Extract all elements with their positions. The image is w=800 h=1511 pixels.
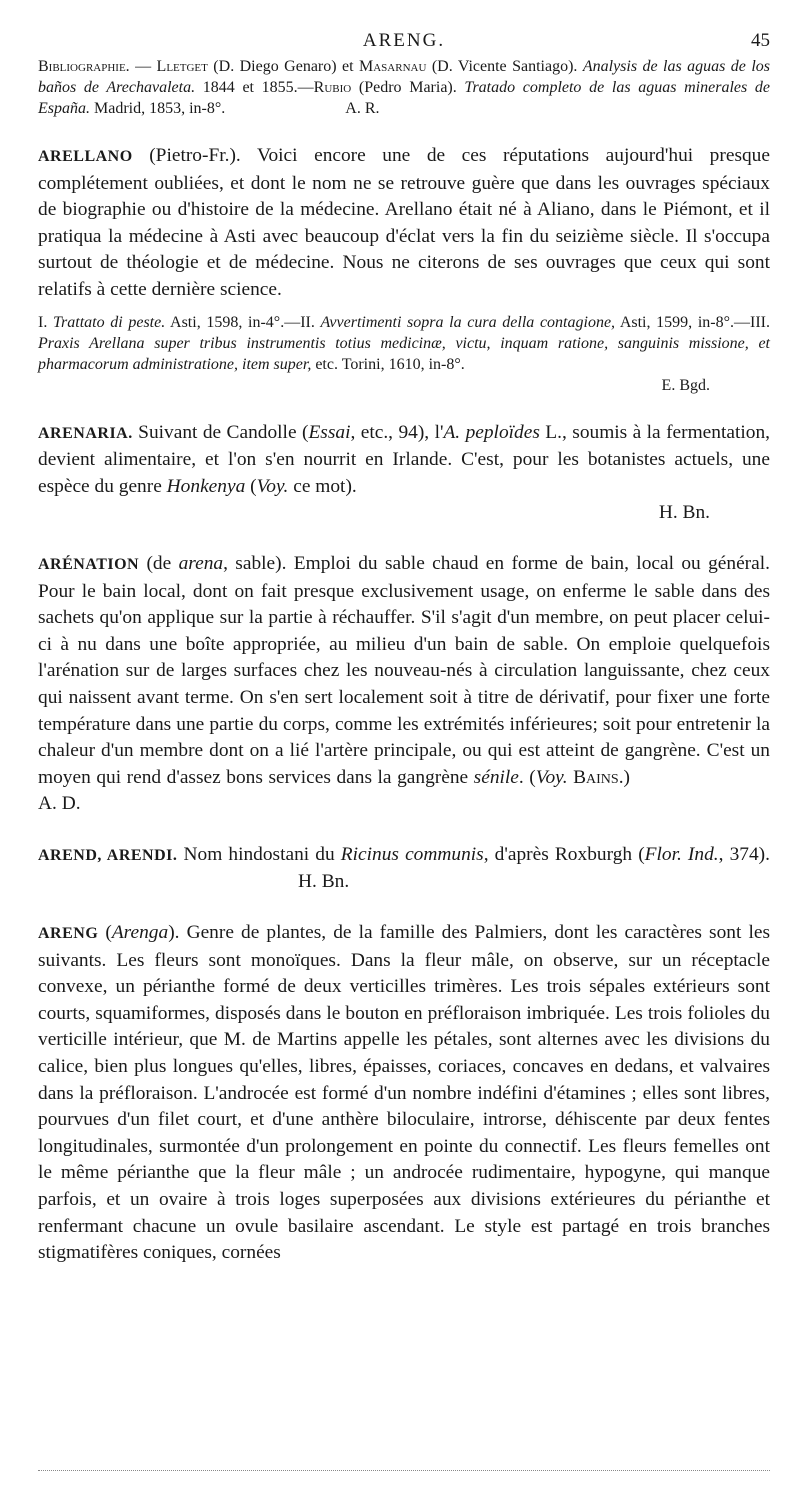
author: Rubio xyxy=(313,79,352,96)
italic-text: Arenga xyxy=(111,922,169,944)
author: Lletget xyxy=(156,58,208,75)
text: Bains.) xyxy=(567,766,630,788)
bibliography-paragraph xyxy=(38,56,770,119)
works-list xyxy=(38,312,770,375)
work-title: Tratado completo de las aguas minerales de España. xyxy=(38,79,770,117)
bottom-rule xyxy=(38,1470,770,1471)
entry-arend xyxy=(38,842,770,896)
text: . ( xyxy=(518,766,536,788)
text: Madrid, 1853, in-8°. xyxy=(90,100,226,117)
entry-body: ). Genre de plantes, de la famille des Palmiers, dont les caractères sont les suivants. Les fleurs sont monoïques. Dans la fleur mâle, on observe, sur un réceptacle convexe, un périanthe formé de deux verticilles trimères. Les trois sépales extérieurs sont courts, squamiformes, disposés dans le bouton en préfloraison imbriquée. Les trois folioles du verticille intérieur, que M. de Martins appelle les pétales, sont alternes avec les divisions du calice, bien plus longues qu'elles, libres, épaisses, coriaces, concaves en dedans, et valvaires dans la préfloraison. L'androcée est formé d'un nombre indéfini d'étamines ; elles sont libres, pourvues d'un filet court, et d'une anthère biloculaire, introrse, déhiscente par deux fentes longitudinales, surmontée d'un prolongement en pointe du connectif. Les fleurs femelles ont le même périanthe que la fleur mâle ; un androcée rudimentaire, hypogyne, qui manque parfois, et un ovaire à trois loges superposées aux divisions extérieures du périanthe et renfermant chacune un ovule basilaire ascendant. Le style est partagé en trois branches stigmatifères coniques, cornées xyxy=(38,922,770,1264)
bibliography-label: Bibliographie. xyxy=(38,58,130,75)
spacer xyxy=(38,396,770,420)
spacer xyxy=(38,527,770,551)
italic-text: Essai xyxy=(308,421,351,443)
text: (Pedro Maria). xyxy=(351,79,465,96)
work-title: Analysis de las aguas de los baños de Arechavaleta. xyxy=(38,58,771,96)
text: Suivant de Candolle ( xyxy=(132,421,309,443)
headword: ARENARIA. xyxy=(38,424,133,442)
italic-text: arena xyxy=(178,552,224,574)
headword-paren: (Pietro-Fr.). xyxy=(132,145,257,166)
entry-arenation xyxy=(38,551,770,818)
italic-text: Honkenya xyxy=(166,475,246,497)
signature: H. Bn. xyxy=(658,502,710,524)
text: — xyxy=(129,58,157,75)
text: ce mot). xyxy=(288,475,357,497)
italic-text: A. peploïdes xyxy=(443,421,540,443)
headword: ARENG xyxy=(38,925,99,943)
text: 1844 et 1855.— xyxy=(195,79,314,96)
spacer xyxy=(38,304,770,312)
text: Nom hindostani du xyxy=(177,843,341,865)
signature: H. Bn. xyxy=(298,871,350,893)
headword: ARÉNATION xyxy=(38,555,140,573)
text: (de xyxy=(139,552,179,574)
headword: ARELLANO xyxy=(38,148,133,165)
spacer xyxy=(38,818,770,842)
italic-text: Voy. xyxy=(256,475,289,497)
entry-arenaria xyxy=(38,420,770,501)
italic-text: Voy. xyxy=(535,766,568,788)
entry-body: Voici encore une de ces réputations aujourd'hui presque complétement oubliées, et dont le nom ne se retrouve guère que dans les ouvrages spéciaux de biographie ou d'histoire de la médecine. Arellano était né à Aliano, dans le Piémont, et il pratiqua la médecine à Asti avec beaucoup d'éclat vers la fin du seizième siècle. Il s'occupa surtout de théologie et de médecine. Nous ne citerons de ses ouvrages que ceux qui sont relatifs à cette dernière science. xyxy=(38,145,770,300)
text: , d'après Roxburgh ( xyxy=(483,843,645,865)
work-title: Praxis Arellana super tribus instrumentis totius medicinæ, victu, inquam ratione, sanguinis missione, et pharmacorum administratione, item super, xyxy=(38,334,770,373)
entry-arellano xyxy=(38,143,770,304)
text: (D. Diego Genaro) et xyxy=(207,58,359,75)
spacer xyxy=(38,119,770,143)
running-head xyxy=(38,30,770,56)
text: , 374). xyxy=(718,843,770,865)
signature: E. Bgd. xyxy=(661,376,710,394)
spacer xyxy=(38,896,770,920)
work-title: Avvertimenti sopra la cura della contagione, xyxy=(320,313,616,331)
italic-text: sénile xyxy=(473,766,519,788)
entry-areng xyxy=(38,920,770,1267)
text: (D. Vicente Santiago). xyxy=(426,58,583,75)
author: Masarnau xyxy=(359,58,427,75)
signature: A. D. xyxy=(38,793,81,815)
running-title: ARENG. xyxy=(362,30,446,51)
page-number: 45 xyxy=(751,30,770,51)
text: Asti, 1599, in-8°.—III. xyxy=(615,313,770,331)
page xyxy=(38,30,770,1267)
text: ( xyxy=(98,922,112,944)
work-title: Trattato di peste. xyxy=(53,313,166,331)
text: , etc., 94), l' xyxy=(350,421,444,443)
italic-text: Ricinus communis xyxy=(340,843,484,865)
text: I. xyxy=(38,313,53,331)
signature: A. R. xyxy=(345,100,380,117)
italic-text: Flor. Ind. xyxy=(644,843,719,865)
text: , sable). Emploi du sable chaud en forme de bain, local ou général. Pour le bain local, dont on fait presque exclusivement usage, on enferme le sable dans des sachets qu'on applique sur la partie à réchauffer. S'il s'agit d'un membre, on peut placer celui-ci à nu dans une boîte appropriée, au milieu d'un bain de sable. On emploie quelquefois l'arénation sur de larges surfaces chez les nouveau-nés à circulation languissante, chez ceux qui naissent avant terme. On s'en sert localement soit à titre de dérivatif, pour fixer une forte température dans une partie du corps, comme les extrémités inférieures; soit pour entretenir la chaleur d'un membre dont on a lié l'artère principale, ou qui est atteint de gangrène. C'est un moyen qui rend d'assez bons services dans la gangrène xyxy=(38,552,770,788)
headword: AREND, ARENDI. xyxy=(38,846,178,864)
text: ( xyxy=(245,475,257,497)
text: etc. Torini, 1610, in-8°. xyxy=(311,355,465,373)
text: L., soumis à la fermentation, devient alimentaire, et l'on s'en nourrit en Irlande. C'est, pour les botanistes actuels, une espèce du genre xyxy=(38,421,770,497)
text: Asti, 1598, in-4°.—II. xyxy=(165,313,321,331)
